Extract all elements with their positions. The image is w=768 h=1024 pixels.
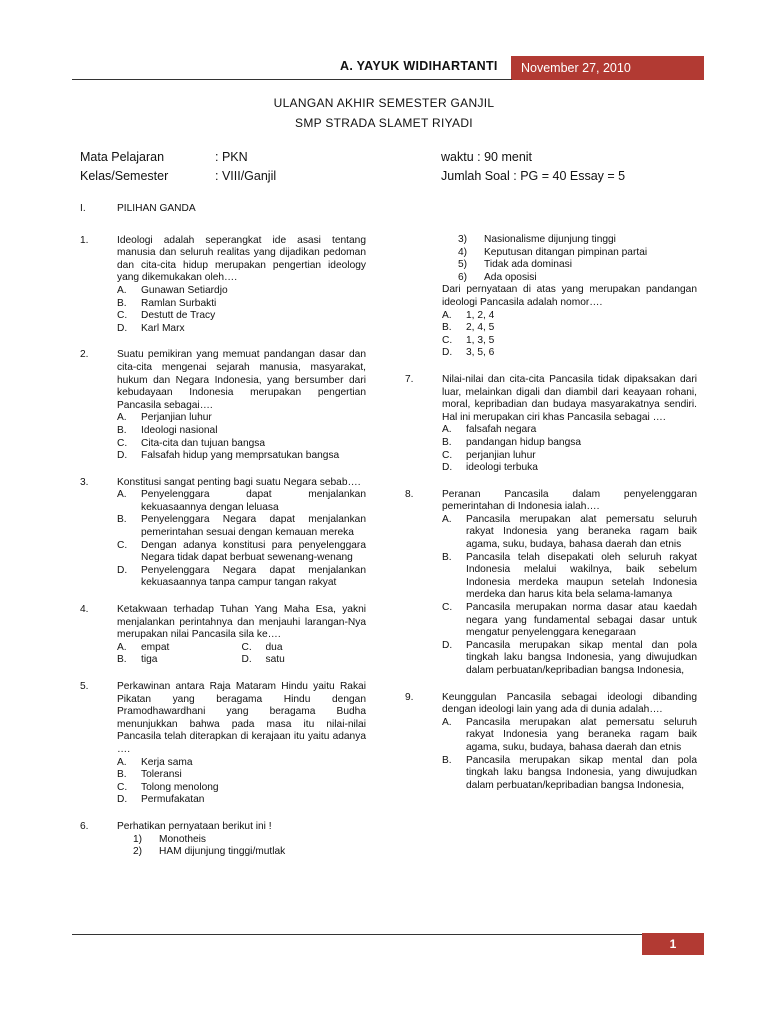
option-label: C. xyxy=(117,310,128,322)
option-row-2 xyxy=(117,654,366,667)
section-heading xyxy=(80,203,366,216)
option-text: 1, 2, 4 xyxy=(466,309,495,321)
statement-label: 5) xyxy=(458,259,468,271)
option-label: C. xyxy=(241,641,252,653)
option-label: A. xyxy=(442,716,452,728)
option-a xyxy=(442,424,697,437)
option-text: satu xyxy=(265,654,285,666)
author-name: A. YAYUK WIDIHARTANTI xyxy=(340,59,498,73)
option-text: Tolong menolong xyxy=(141,781,219,793)
question-text: Perhatikan pernyataan berikut ini ! xyxy=(117,820,272,832)
option-text: Pancasila merupakan alat pemersatu seluruh rakyat Indonesia yang beraneka ragam baik agama, suku, budaya, bahasa daerah dan etnis xyxy=(466,716,697,753)
option-b xyxy=(442,322,697,335)
question-number: 3. xyxy=(80,476,89,488)
option-label: D. xyxy=(117,450,128,462)
option-c xyxy=(117,540,366,565)
question-number: 1. xyxy=(80,234,89,246)
option-text: falsafah negara xyxy=(466,424,537,436)
left-column xyxy=(80,203,366,859)
question-text: Ideologi adalah seperangkat ide asasi tentang manusia dan seluruh realitas yang dijadikan pedoman dan cita-cita hidup merupakan pengertian ideology yang dikemukakan oleh…. xyxy=(117,234,366,284)
question-text: Perkawinan antara Raja Mataram Hindu yaitu Rakai Pikatan yang beragama Hindu dengan Pramodhawardhani yang beragama Budha menunjukkan bahwa pada masa itu nilai-nilai Pancasila telah diterapkan di kerajaan itu yaitu adanya …. xyxy=(117,681,366,755)
option-b xyxy=(442,552,697,602)
class-label: Kelas/Semester xyxy=(80,169,169,183)
subject-value: : PKN xyxy=(215,150,248,164)
option-text: Falsafah hidup yang memprsatukan bangsa xyxy=(141,450,340,462)
school-name: SMP STRADA SLAMET RIYADI xyxy=(295,116,473,130)
option-text: 1, 3, 5 xyxy=(466,334,495,346)
option-b xyxy=(117,769,366,782)
option-a xyxy=(117,642,242,655)
option-d xyxy=(117,450,366,463)
option-label: A. xyxy=(442,513,452,525)
option-label: B. xyxy=(442,436,452,448)
option-c xyxy=(442,450,697,463)
option-label: B. xyxy=(117,769,127,781)
option-label: B. xyxy=(442,754,452,766)
option-label: A. xyxy=(117,412,127,424)
option-label: D. xyxy=(117,564,128,576)
option-a xyxy=(442,514,697,552)
option-text: Pancasila merupakan sikap mental dan pola tingkah laku bangsa Indonesia, yang diwujudkan dalam perbuatan/kepribadian bangsa Indonesia, xyxy=(466,754,697,791)
option-text: Ramlan Surbakti xyxy=(141,297,217,309)
option-label: C. xyxy=(117,781,128,793)
option-text: ideologi terbuka xyxy=(466,462,538,474)
question-2 xyxy=(80,349,366,462)
question-number: 9. xyxy=(405,691,414,703)
option-c xyxy=(442,335,697,348)
option-text: Penyelenggara dapat menjalankan kekuasaannya dengan leluasa xyxy=(141,489,366,513)
header-divider xyxy=(72,79,512,80)
option-text: Toleransi xyxy=(141,769,182,781)
option-text: Ideologi nasional xyxy=(141,424,218,436)
option-text: dua xyxy=(265,641,283,653)
question-text: Keunggulan Pancasila sebagai ideologi dibanding dengan ideologi lain yang ada di dunia adalah…. xyxy=(442,691,697,716)
option-label: B. xyxy=(442,322,452,334)
option-text: Penyelenggara Negara dapat menjalankan pemerintahan sesuai dengan kemauan mereka xyxy=(141,514,366,539)
statement-label: 1) xyxy=(133,833,143,845)
option-label: D. xyxy=(442,639,453,651)
option-label: C. xyxy=(442,602,453,614)
option-label: D. xyxy=(241,654,252,666)
option-b xyxy=(117,425,366,438)
option-d xyxy=(442,640,697,678)
option-label: A. xyxy=(117,641,127,653)
option-a xyxy=(117,757,366,770)
option-text: Cita-cita dan tujuan bangsa xyxy=(141,437,266,449)
option-label: B. xyxy=(442,551,452,563)
option-a xyxy=(442,717,697,755)
question-text: Konstitusi sangat penting bagi suatu Negara sebab…. xyxy=(117,476,361,488)
option-text: Pancasila merupakan norma dasar atau kaedah negara yang fundamental sebagai dasar untuk mengatur penyelenggara kenegaraan xyxy=(466,602,697,639)
option-label: C. xyxy=(442,334,453,346)
option-text: Permufakatan xyxy=(141,794,205,806)
subject-label: Mata Pelajaran xyxy=(80,150,165,164)
option-c xyxy=(242,642,367,655)
option-b xyxy=(117,654,242,667)
option-text: Kerja sama xyxy=(141,756,193,768)
statement-2 xyxy=(117,846,366,859)
option-b xyxy=(442,755,697,793)
question-8 xyxy=(405,489,697,678)
option-label: B. xyxy=(117,654,127,666)
option-a xyxy=(117,489,366,514)
question-text: Suatu pemikiran yang memuat pandangan dasar dan cita-cita mengenai sejarah manusia, masyarakat, hukum dan Negara Indonesia, yang bersumber dari kebudayaan Indonesia merupakan pengertian Pancasila sebagai…. xyxy=(117,349,366,411)
option-d xyxy=(117,565,366,590)
option-label: B. xyxy=(117,424,127,436)
question-number: 6. xyxy=(80,820,89,832)
option-text: tiga xyxy=(141,654,158,666)
statement-text: Nasionalisme dijunjung tinggi xyxy=(484,234,616,245)
question-count: Jumlah Soal : PG = 40 Essay = 5 xyxy=(441,169,626,183)
option-a xyxy=(117,412,366,425)
question-3 xyxy=(80,477,366,590)
time-info: waktu : 90 menit xyxy=(441,150,533,164)
option-text: perjanjian luhur xyxy=(466,449,536,461)
option-text: pandangan hidup bangsa xyxy=(466,436,582,448)
question-5 xyxy=(80,681,366,807)
question-6-followup: Dari pernyataan di atas yang merupakan pandangan ideologi Pancasila adalah nomor…. xyxy=(442,284,697,308)
question-1 xyxy=(80,235,366,336)
statement-1 xyxy=(117,834,366,847)
option-c xyxy=(117,438,366,451)
option-text: 3, 5, 6 xyxy=(466,347,495,359)
statement-text: Keputusan ditangan pimpinan partai xyxy=(484,246,648,258)
option-label: C. xyxy=(117,437,128,449)
question-number: 8. xyxy=(405,488,414,500)
option-d xyxy=(117,323,366,336)
option-label: B. xyxy=(117,514,127,526)
page-number: 1 xyxy=(642,933,704,955)
option-b xyxy=(442,437,697,450)
option-label: A. xyxy=(442,424,452,436)
footer-divider xyxy=(72,934,642,935)
statement-4 xyxy=(442,247,697,260)
option-label: A. xyxy=(117,756,127,768)
option-text: empat xyxy=(141,641,170,653)
option-text: Dengan adanya konstitusi para penyelenggara Negara tidak dapat berbuat sewenang-wenang xyxy=(141,539,366,564)
option-text: Gunawan Setiardjo xyxy=(141,284,228,296)
question-4 xyxy=(80,604,366,667)
option-d xyxy=(117,794,366,807)
question-7 xyxy=(405,374,697,475)
option-text: Perjanjian luhur xyxy=(141,412,212,424)
option-b xyxy=(117,514,366,539)
statement-label: 6) xyxy=(458,271,468,283)
option-label: A. xyxy=(117,284,127,296)
option-text: Karl Marx xyxy=(141,322,185,334)
question-text: Peranan Pancasila dalam penyelenggaran pemerintahan di Indonesia ialah…. xyxy=(442,488,697,513)
question-text: Nilai-nilai dan cita-cita Pancasila tidak dipaksakan dari luar, melainkan digali dan diambil dari keayaan rohani, moral, kepribadian dan budaya masyarakatnya sendiri. Hal ini merupakan ciri khas Pancasila sebagai …. xyxy=(442,373,697,423)
option-c xyxy=(117,310,366,323)
option-label: C. xyxy=(442,449,453,461)
option-c xyxy=(117,782,366,795)
right-column xyxy=(405,234,697,792)
statement-label: 3) xyxy=(458,234,468,245)
section-number: I. xyxy=(80,203,86,214)
option-label: D. xyxy=(442,347,453,359)
option-label: A. xyxy=(117,489,127,501)
statement-text: Monotheis xyxy=(159,833,207,845)
statement-text: Ada oposisi xyxy=(484,271,537,283)
exam-title: ULANGAN AKHIR SEMESTER GANJIL xyxy=(273,96,495,110)
option-text: 2, 4, 5 xyxy=(466,322,495,334)
question-number: 7. xyxy=(405,373,414,385)
option-b xyxy=(117,298,366,311)
option-label: D. xyxy=(117,794,128,806)
class-value: : VIII/Ganjil xyxy=(215,169,277,183)
option-row-1 xyxy=(117,642,366,655)
question-9 xyxy=(405,692,697,793)
option-text: Pancasila telah disepakati oleh seluruh rakyat Indonesia melalui wakilnya, baik sebelum Indonesia merdeka maupun setelah Indonesia merdeka dan harus kita bela selama-lamanya xyxy=(466,551,697,601)
option-label: B. xyxy=(117,297,127,309)
statement-label: 4) xyxy=(458,246,468,258)
statement-6 xyxy=(442,272,697,285)
question-number: 4. xyxy=(80,604,89,616)
option-label: D. xyxy=(117,322,128,334)
option-text: Pancasila merupakan alat pemersatu seluruh rakyat Indonesia yang beraneka ragam baik agama, suku, budaya, bahasa daerah dan etnis xyxy=(466,513,697,551)
question-number: 5. xyxy=(80,681,89,692)
option-a xyxy=(442,310,697,323)
question-6-continued xyxy=(405,234,697,360)
option-label: D. xyxy=(442,462,453,474)
option-d xyxy=(242,654,367,667)
date-badge: November 27, 2010 xyxy=(511,56,704,80)
statement-3 xyxy=(442,234,697,247)
option-c xyxy=(442,602,697,640)
option-label: A. xyxy=(442,309,452,321)
option-text: Penyelenggara Negara dapat menjalankan kekuasaannya tanpa campur tangan rakyat xyxy=(141,564,366,589)
question-number: 2. xyxy=(80,349,89,361)
option-a xyxy=(117,285,366,298)
option-text: Pancasila merupakan sikap mental dan pola tingkah laku bangsa Indonesia, yang diwujudkan dalam perbuatan/kepribadian bangsa Indonesia, xyxy=(466,639,697,676)
statement-5 xyxy=(442,259,697,272)
statement-label: 2) xyxy=(133,846,143,858)
statement-text: Tidak ada dominasi xyxy=(484,259,572,271)
option-d xyxy=(442,462,697,475)
question-6 xyxy=(80,821,366,859)
question-text: Ketakwaan terhadap Tuhan Yang Maha Esa, yakni menjalankan perintahnya dan menjauhi larangan-Nya merupakan nilai Pancasila sila ke…. xyxy=(117,604,366,641)
option-d xyxy=(442,347,697,360)
option-text: Destutt de Tracy xyxy=(141,310,216,322)
section-title: PILIHAN GANDA xyxy=(117,203,196,214)
option-label: C. xyxy=(117,539,128,551)
statement-text: HAM dijunjung tinggi/mutlak xyxy=(159,846,286,858)
